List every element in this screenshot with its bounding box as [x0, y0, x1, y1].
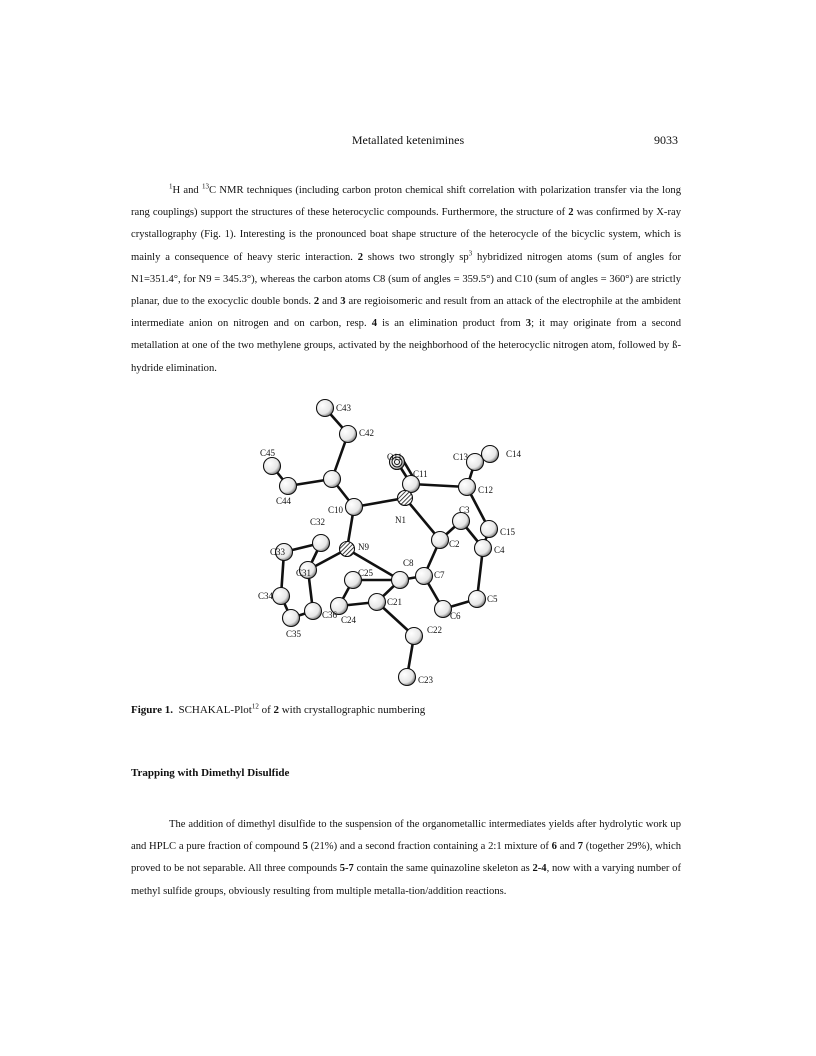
atom-c3 — [453, 513, 470, 530]
atom-c4 — [475, 540, 492, 557]
compound-ref: 3 — [340, 296, 346, 308]
atom-c43 — [317, 400, 334, 417]
atom-label-c35: C35 — [286, 629, 302, 639]
schakal-plot-figure — [250, 396, 550, 692]
caption-text: with crystallographic numbering — [278, 704, 426, 716]
atom-c32 — [313, 535, 330, 552]
text-run: shows two strongly sp — [363, 251, 469, 263]
text-run: (21%) and a second fraction containing a 2:1 mixture of — [307, 841, 552, 853]
caption-text: of — [258, 704, 274, 716]
atom-c2 — [432, 532, 449, 549]
atom-label-c43: C43 — [336, 403, 352, 413]
atom-c21 — [369, 594, 386, 611]
paragraph-disulfide-trapping — [131, 814, 681, 903]
atom-c42 — [340, 426, 357, 443]
atom-label-c10: C10 — [328, 505, 344, 515]
atom-label-c44: C44 — [276, 496, 292, 506]
atom-label-c23: C23 — [418, 675, 434, 685]
atom-spheres — [264, 400, 499, 686]
atom-cq — [324, 471, 341, 488]
superscript: 13 — [202, 182, 210, 191]
atom-label-c8: C8 — [403, 558, 414, 568]
atom-label-c21: C21 — [387, 597, 403, 607]
compound-ref: 7 — [577, 841, 584, 853]
atom-label-c6: C6 — [450, 611, 461, 621]
atom-n9 — [340, 542, 355, 557]
atom-c22 — [406, 628, 423, 645]
text-run: ; it may originate from a second metallation at one of the two methylene groups, activated by the neighborhood of the heterocyclic nitrogen atom, followed by ß-hydride elimination. — [131, 318, 681, 374]
caption-label: Figure 1. — [131, 704, 173, 716]
atom-label-c13: C13 — [453, 452, 469, 462]
compound-ref: 2 — [273, 704, 279, 716]
text-run: was confirmed by X-ray crystallography (Fig. 1). Interesting is the pronounced boat shape structure of the heterocycle of the bicyclic system, which is mainly a consequence of heavy steric interaction. — [131, 207, 681, 263]
atom-label-n9: N9 — [358, 542, 369, 552]
compound-ref: 5 — [302, 841, 308, 853]
text-run: (together 29%), which proved to be not separable. All three compounds — [131, 841, 682, 875]
compound-ref: 2 — [357, 251, 364, 263]
atom-label-c3: C3 — [459, 505, 470, 515]
atom-c44 — [280, 478, 297, 495]
text-run: , now with a varying number of methyl sulfide groups, obviously resulting from multiple metalla-tion/addition reactions. — [131, 863, 681, 897]
compound-ref: 2-4 — [532, 863, 547, 875]
atom-label-c34: C34 — [258, 591, 274, 601]
atom-label-c24: C24 — [341, 615, 357, 625]
compound-ref: 2 — [313, 296, 320, 308]
atom-label-c4: C4 — [494, 545, 505, 555]
atom-label-c22: C22 — [427, 625, 443, 635]
paragraph-nmr-xray — [131, 180, 681, 380]
atom-c35 — [283, 610, 300, 627]
reference-superscript: 12 — [251, 702, 259, 711]
atom-label-c2: C2 — [449, 539, 460, 549]
atom-c13 — [467, 454, 484, 471]
atom-c34 — [273, 588, 290, 605]
atom-c15 — [481, 521, 498, 538]
atom-c36 — [305, 603, 322, 620]
atom-label-c15: C15 — [500, 527, 516, 537]
atom-label-c14: C14 — [506, 449, 522, 459]
page-number: 9033 — [654, 133, 678, 147]
atom-label-n1: N1 — [395, 515, 406, 525]
running-title: Metallated ketenimines — [351, 133, 465, 147]
text-run: H and — [172, 185, 203, 196]
compound-ref: 4 — [371, 318, 377, 330]
atom-c6 — [435, 601, 452, 618]
molecule-drawing — [250, 396, 550, 692]
text-run: C NMR techniques (including carbon proton chemical shift correlation with polarization transfer via the long rang couplings) support the structures of these heterocyclic compounds. Furthermore, the structure of — [131, 185, 681, 219]
atom-n1 — [398, 491, 413, 506]
caption-text: SCHAKAL-Plot — [178, 704, 252, 716]
atom-label-c5: C5 — [487, 594, 498, 604]
atom-label-c7: C7 — [434, 570, 445, 580]
text-run: and — [556, 841, 578, 853]
atom-c5 — [469, 591, 486, 608]
section-heading: Trapping with Dimethyl Disulfide — [131, 767, 290, 779]
text-run: is an elimination product from — [377, 318, 526, 330]
atom-c12 — [459, 479, 476, 496]
atom-label-c31: C31 — [296, 568, 312, 578]
atom-label-c45: C45 — [260, 448, 276, 458]
atom-c8 — [392, 572, 409, 589]
atom-label-o11: O11 — [387, 452, 403, 462]
compound-ref: 2 — [568, 207, 574, 219]
text-run: contain the same quinazoline skeleton as — [353, 863, 533, 875]
atom-label-c25: C25 — [358, 568, 374, 578]
atom-label-c36: C36 — [322, 610, 338, 620]
text-run: are regioisomeric and result from an attack of the electrophile at the ambident intermediate anion on nitrogen and on carbon, resp. — [131, 296, 681, 330]
atom-c14 — [482, 446, 499, 463]
atom-label-c11: C11 — [413, 469, 428, 479]
superscript: 3 — [468, 249, 473, 258]
atom-c45 — [264, 458, 281, 475]
atom-label-c42: C42 — [359, 428, 375, 438]
atom-label-c32: C32 — [310, 517, 326, 527]
text-run: hybridized nitrogen atoms (sum of angles for N1=351.4°, for N9 = 345.3°), whereas the carbon atoms C8 (sum of angles = 359.5°) and C10 (sum of angles = 360°) are strictly planar, due to the exocyclic double bonds. — [131, 251, 681, 308]
compound-ref: 6 — [551, 841, 557, 853]
figure-caption — [131, 704, 425, 716]
superscript: 1 — [169, 182, 173, 191]
compound-ref: 3 — [525, 318, 532, 330]
text-run: and — [319, 296, 341, 308]
atom-c10 — [346, 499, 363, 516]
atom-label-c33: C33 — [270, 547, 286, 557]
atom-c23 — [399, 669, 416, 686]
atom-label-c12: C12 — [478, 485, 494, 495]
text-run: The addition of dimethyl disulfide to the suspension of the organometallic intermediates yields after hydrolytic work up and HPLC a pure fraction of compound — [131, 819, 681, 853]
compound-ref: 5-7 — [339, 863, 354, 875]
atom-c7 — [416, 568, 433, 585]
